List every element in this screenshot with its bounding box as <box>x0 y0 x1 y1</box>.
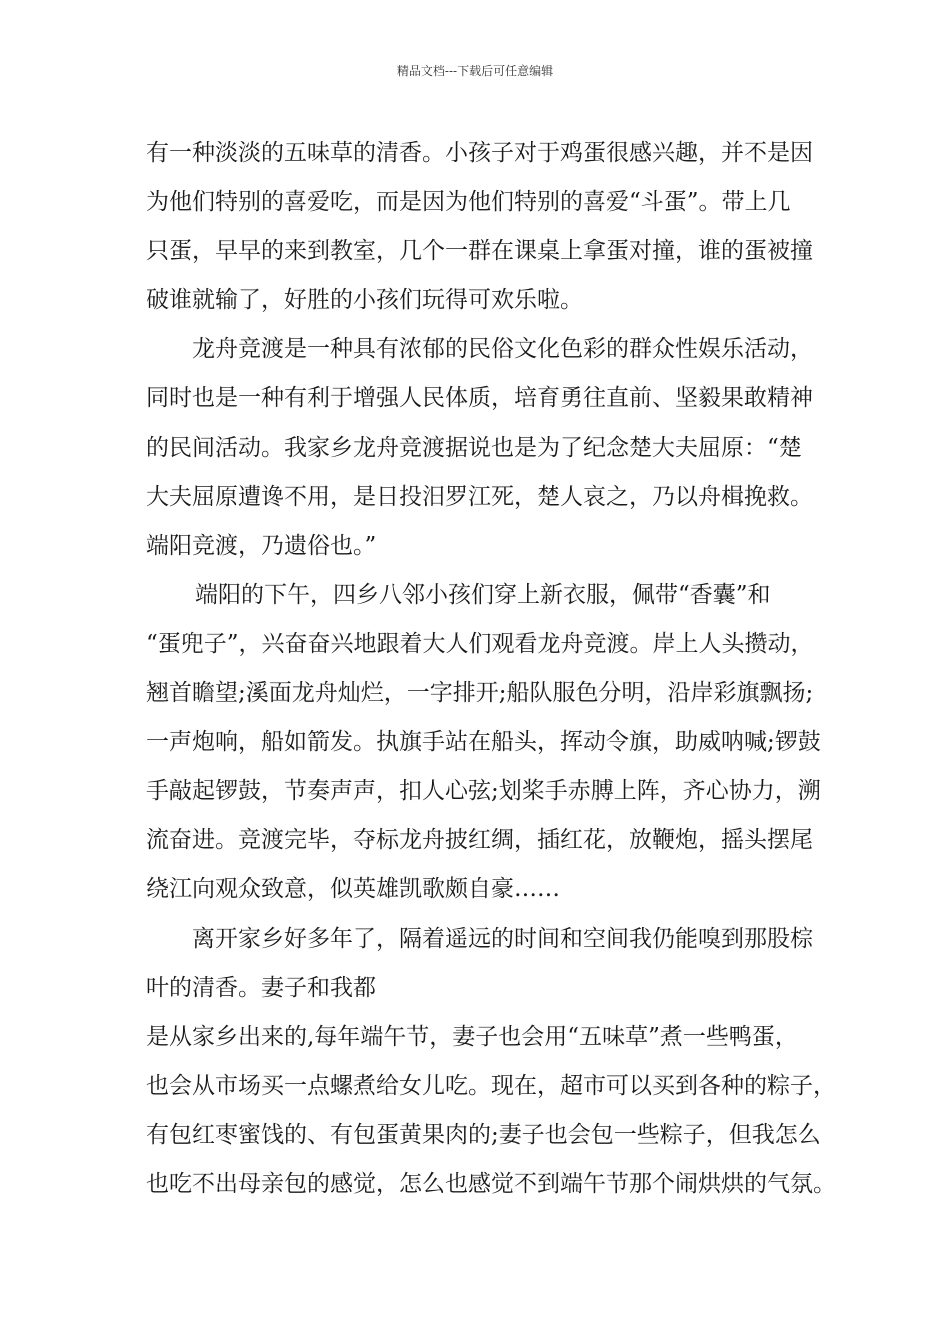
text-line: 流奋进。竞渡完毕，夺标龙舟披红绸，插红花，放鞭炮，摇头摆尾 <box>146 827 813 854</box>
text-line: 龙舟竞渡是一种具有浓郁的民俗文化色彩的群众性娱乐活动， <box>192 336 813 363</box>
text-line: 是从家乡出来的,每年端午节，妻子也会用“五味草”煮一些鸭蛋， <box>146 1023 798 1050</box>
document-body <box>146 129 836 1209</box>
page-header: 精品文档---下载后可任意编辑 <box>396 64 554 78</box>
text-line: 端阳竞渡，乃遗俗也。” <box>146 532 377 559</box>
text-line: 为他们特别的喜爱吃，而是因为他们特别的喜爱“斗蛋”。带上几 <box>146 189 791 216</box>
text-line: 有包红枣蜜饯的、有包蛋黄果肉的;妻子也会包一些粽子，但我怎么 <box>146 1121 821 1148</box>
text-line: 大夫屈原遭谗不用，是日投汨罗江死，楚人哀之，乃以舟楫挽救。 <box>146 483 813 510</box>
text-line: 一声炮响，船如箭发。执旗手站在船头，挥动令旗，助威呐喊;锣鼓 <box>146 729 821 756</box>
text-line: 破谁就输了，好胜的小孩们玩得可欢乐啦。 <box>146 287 583 314</box>
text-line: “蛋兜子”，兴奋奋兴地跟着大人们观看龙舟竞渡。岸上人头攒动， <box>146 630 814 657</box>
text-line: 叶的清香。妻子和我都 <box>146 974 376 1001</box>
text-line: 绕江向观众致意，似英雄凯歌颇自豪…… <box>146 876 560 903</box>
text-line: 也吃不出母亲包的感觉，怎么也感觉不到端午节那个闹烘烘的气氛。 <box>146 1170 836 1197</box>
text-line: 离开家乡好多年了，隔着遥远的时间和空间我仍能嗅到那股棕 <box>192 925 813 952</box>
text-line: 端阳的下午，四乡八邻小孩们穿上新衣服，佩带“香囊”和 <box>195 581 771 608</box>
text-line: 也会从市场买一点螺煮给女儿吃。现在，超市可以买到各种的粽子， <box>146 1072 836 1099</box>
text-line: 只蛋，早早的来到教室，几个一群在课桌上拿蛋对撞，谁的蛋被撞 <box>146 238 813 265</box>
text-line: 手敲起锣鼓，节奏声声，扣人心弦;划桨手赤膊上阵，齐心协力，溯 <box>146 778 821 805</box>
text-line: 同时也是一种有利于增强人民体质，培育勇往直前、坚毅果敢精神 <box>146 385 813 412</box>
text-line: 翘首瞻望;溪面龙舟灿烂，一字排开;船队服色分明，沿岸彩旗飘扬; <box>146 680 814 707</box>
text-line: 的民间活动。我家乡龙舟竞渡据说也是为了纪念楚大夫屈原：“楚 <box>146 434 802 461</box>
text-line: 有一种淡淡的五味草的清香。小孩子对于鸡蛋很感兴趣，并不是因 <box>146 140 813 166</box>
